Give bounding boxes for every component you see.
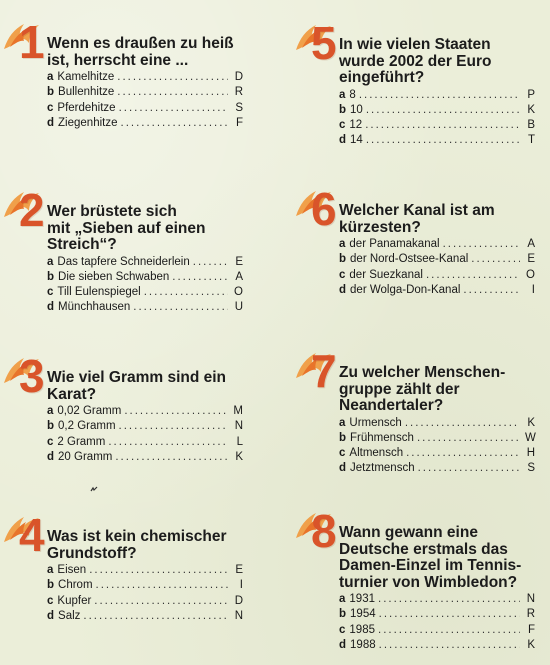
answer-code: S [235, 101, 243, 114]
answer-code: I [531, 283, 535, 296]
answer-text: Bullenhitze [58, 86, 115, 99]
answer-list [47, 70, 243, 131]
question-text [47, 204, 215, 254]
answer-option-b [339, 252, 535, 267]
answer-code: M [233, 405, 243, 417]
answer-letter: a [47, 564, 54, 576]
answer-option-b [47, 85, 243, 100]
answer-text: Die sieben Schwaben [58, 270, 170, 283]
answer-text: 20 Gramm [58, 450, 113, 463]
question-line: Karat? [47, 385, 97, 403]
answer-code: F [527, 623, 535, 636]
question-text [339, 203, 507, 236]
answer-letter: c [47, 101, 54, 114]
dot-leader [406, 446, 520, 461]
quiz-5 [292, 17, 535, 149]
answer-letter: d [339, 283, 347, 296]
question-text [339, 524, 522, 591]
question-number: 8 [311, 505, 337, 557]
answer-code: F [235, 116, 243, 129]
question-text [47, 528, 227, 562]
answer-option-c [339, 268, 535, 283]
answer-code: R [234, 86, 243, 99]
dot-leader [119, 419, 228, 434]
quiz-1 [0, 16, 243, 131]
answer-code: E [527, 253, 535, 266]
answer-letter: a [339, 593, 346, 605]
answer-option-b [339, 607, 535, 622]
dot-leader [405, 416, 520, 431]
answer-text: Ziegenhitze [58, 116, 118, 129]
dot-leader [144, 285, 228, 300]
dot-leader [108, 435, 228, 450]
answer-code: O [526, 268, 535, 281]
answer-letter: b [47, 86, 55, 99]
quiz-6 [292, 183, 535, 298]
dot-leader [379, 607, 520, 622]
answer-letter: a [339, 88, 346, 101]
answer-text: der Suezkanal [349, 268, 423, 281]
dot-leader [133, 300, 228, 315]
answer-text: Kupfer [57, 594, 92, 607]
answer-text: Till Eulenspiegel [57, 286, 141, 299]
answer-code: I [239, 579, 243, 592]
answer-list [339, 237, 535, 298]
answer-list [339, 592, 535, 653]
question-line: wurde 2002 der Euro [339, 52, 492, 70]
dot-leader [426, 268, 520, 283]
question-number: 3 [19, 350, 45, 402]
question-line: Grundstoff? [47, 544, 137, 562]
answer-text: 8 [349, 88, 356, 101]
answer-letter: d [339, 638, 347, 651]
answer-text: 0,2 Gramm [58, 420, 116, 433]
answer-letter: c [339, 268, 346, 281]
answer-text: 14 [350, 134, 363, 147]
question-number: 4 [19, 509, 45, 561]
answer-code: K [527, 103, 535, 116]
answer-text: 1988 [350, 638, 376, 651]
question-number: 6 [311, 183, 337, 235]
question-line: Neandertaler? [339, 397, 444, 414]
answer-code: A [527, 238, 535, 250]
dot-leader [365, 118, 520, 133]
answer-letter: d [339, 134, 347, 147]
answer-option-c [47, 435, 243, 450]
answer-option-d [339, 461, 535, 476]
answer-code: S [527, 462, 535, 475]
answer-option-a [339, 88, 535, 103]
question-line: mit „Sieben auf einen [47, 219, 206, 237]
dot-leader [117, 85, 228, 100]
answer-text: Münchhausen [58, 301, 131, 314]
answer-option-b [339, 431, 535, 446]
answer-code: D [234, 71, 243, 83]
answer-option-d [339, 133, 535, 148]
answer-option-a [47, 563, 243, 578]
dot-leader [366, 133, 520, 148]
dot-leader [94, 594, 228, 609]
question-line: Wie viel Gramm sind ein [47, 369, 227, 386]
dot-leader [359, 88, 520, 103]
answer-text: Altmensch [349, 447, 404, 460]
question-line: In wie vielen Staaten [339, 36, 491, 53]
dot-leader [121, 116, 229, 131]
answer-text: 1954 [350, 608, 376, 621]
answer-letter: d [339, 462, 347, 475]
dot-leader [379, 638, 520, 653]
answer-code: H [526, 447, 535, 460]
answer-code: K [235, 450, 243, 463]
dot-leader [117, 70, 228, 85]
answer-code: T [527, 134, 535, 147]
answer-option-a [47, 70, 243, 85]
answer-option-c [47, 101, 243, 116]
answer-option-a [339, 592, 535, 607]
question-line: kürzesten? [339, 218, 421, 236]
question-line: Damen-Einzel im Tennis- [339, 557, 522, 574]
answer-list [339, 88, 535, 149]
answer-text: Salz [58, 609, 81, 622]
answer-option-d [47, 450, 243, 465]
answer-option-d [47, 116, 243, 131]
question-number: 5 [311, 17, 337, 69]
question-line: gruppe zählt der [339, 380, 460, 398]
answer-option-a [339, 416, 535, 431]
dot-leader [172, 270, 228, 285]
answer-text: 2 Gramm [57, 435, 106, 448]
question-line: Deutsche erstmals das [339, 540, 508, 558]
answer-option-b [47, 270, 243, 285]
question-number: 7 [311, 345, 337, 397]
answer-text: Pferdehitze [57, 101, 116, 114]
answer-code: U [234, 301, 243, 314]
answer-letter: c [339, 623, 346, 636]
answer-code: N [234, 609, 243, 622]
answer-code: K [527, 416, 535, 429]
answer-code: B [527, 119, 535, 132]
answer-letter: a [339, 238, 346, 250]
answer-letter: b [47, 270, 55, 283]
answer-option-c [339, 623, 535, 638]
answer-code: R [526, 608, 535, 621]
answer-option-a [339, 237, 535, 252]
answer-letter: d [47, 301, 55, 314]
dot-leader [378, 592, 520, 607]
answer-letter: c [339, 119, 346, 132]
answer-option-b [47, 578, 243, 593]
answer-text: Urmensch [349, 416, 402, 429]
answer-text: 10 [350, 103, 363, 116]
quiz-4 [0, 509, 243, 624]
answer-code: P [527, 88, 535, 101]
answer-code: K [527, 638, 535, 651]
quiz-2 [0, 184, 243, 316]
answer-code: N [526, 593, 535, 605]
question-line: Zu welcher Menschen- [339, 364, 506, 381]
dot-leader [119, 101, 228, 116]
answer-text: Eisen [57, 564, 87, 576]
answer-letter: a [339, 416, 346, 429]
answer-text: der Panamakanal [349, 238, 440, 250]
dot-leader [471, 252, 520, 267]
answer-option-a [47, 255, 243, 270]
answer-letter: b [47, 420, 55, 433]
answer-list [339, 416, 535, 477]
ink-speck [90, 486, 98, 492]
dot-leader [124, 404, 228, 419]
answer-text: 1931 [349, 593, 375, 605]
answer-option-c [339, 446, 535, 461]
answer-letter: d [47, 609, 55, 622]
question-text [339, 37, 507, 87]
answer-code: L [236, 435, 243, 448]
answer-letter: a [47, 405, 54, 417]
dot-leader [366, 103, 520, 118]
question-line: Wer brüstete sich [47, 203, 177, 220]
answer-letter: a [47, 71, 54, 83]
answer-letter: c [339, 447, 346, 460]
answer-text: der Nord-Ostsee-Kanal [350, 253, 469, 266]
question-number: 1 [19, 16, 45, 68]
answer-text: 1985 [349, 623, 375, 636]
question-line: Wann gewann eine [339, 524, 478, 541]
dot-leader [193, 255, 228, 270]
question-line: Welcher Kanal ist am [339, 202, 495, 219]
answer-list [47, 404, 243, 465]
answer-letter: b [339, 608, 347, 621]
dot-leader [115, 450, 228, 465]
answer-code: N [234, 420, 243, 433]
dot-leader [378, 623, 520, 638]
answer-option-c [339, 118, 535, 133]
answer-code: O [234, 286, 243, 299]
answer-letter: b [339, 103, 347, 116]
dot-leader [418, 461, 520, 476]
dot-leader [83, 609, 228, 624]
question-line: Was ist kein chemischer [47, 528, 227, 545]
answer-letter: b [339, 253, 347, 266]
answer-letter: c [47, 435, 54, 448]
answer-option-d [47, 300, 243, 315]
answer-code: A [235, 270, 243, 283]
answer-letter: d [47, 116, 55, 129]
answer-letter: c [47, 286, 54, 299]
answer-text: der Wolga-Don-Kanal [350, 283, 461, 296]
answer-text: Jetztmensch [350, 462, 415, 475]
answer-letter: b [47, 579, 55, 592]
question-text [47, 35, 234, 69]
question-line: ist, herrscht eine ... [47, 51, 189, 69]
answer-letter: d [47, 450, 55, 463]
question-line: turnier von Wimbledon? [339, 573, 518, 591]
answer-option-c [47, 285, 243, 300]
question-line: eingeführt? [339, 69, 425, 86]
dot-leader [96, 578, 228, 593]
dot-leader [417, 431, 520, 446]
answer-code: E [235, 255, 243, 268]
answer-option-d [339, 638, 535, 653]
answer-option-b [47, 419, 243, 434]
answer-option-c [47, 594, 243, 609]
answer-list [47, 255, 243, 316]
answer-list [47, 563, 243, 624]
answer-code: D [234, 594, 243, 607]
answer-text: Kamelhitze [57, 71, 115, 83]
quiz-3 [0, 350, 243, 465]
answer-text: Frühmensch [350, 431, 414, 444]
question-text [339, 365, 507, 415]
answer-text: 12 [349, 119, 363, 132]
answer-code: E [235, 564, 243, 576]
answer-option-a [47, 404, 243, 419]
dot-leader [463, 283, 520, 298]
answer-code: W [525, 431, 536, 444]
question-line: Wenn es draußen zu heiß [47, 35, 234, 52]
dot-leader [89, 563, 228, 578]
answer-text: Das tapfere Schneiderlein [57, 255, 190, 268]
quiz-7 [292, 345, 536, 477]
answer-letter: a [47, 255, 54, 268]
answer-letter: b [339, 431, 347, 444]
dot-leader [443, 237, 520, 252]
answer-text: Chrom [58, 579, 93, 592]
question-line: Streich“? [47, 236, 117, 253]
question-text [47, 369, 227, 403]
answer-option-d [47, 609, 243, 624]
answer-option-b [339, 103, 535, 118]
answer-option-d [339, 283, 535, 298]
quiz-8 [292, 505, 535, 653]
question-number: 2 [19, 184, 45, 236]
answer-text: 0,02 Gramm [57, 405, 122, 417]
answer-letter: c [47, 594, 54, 607]
